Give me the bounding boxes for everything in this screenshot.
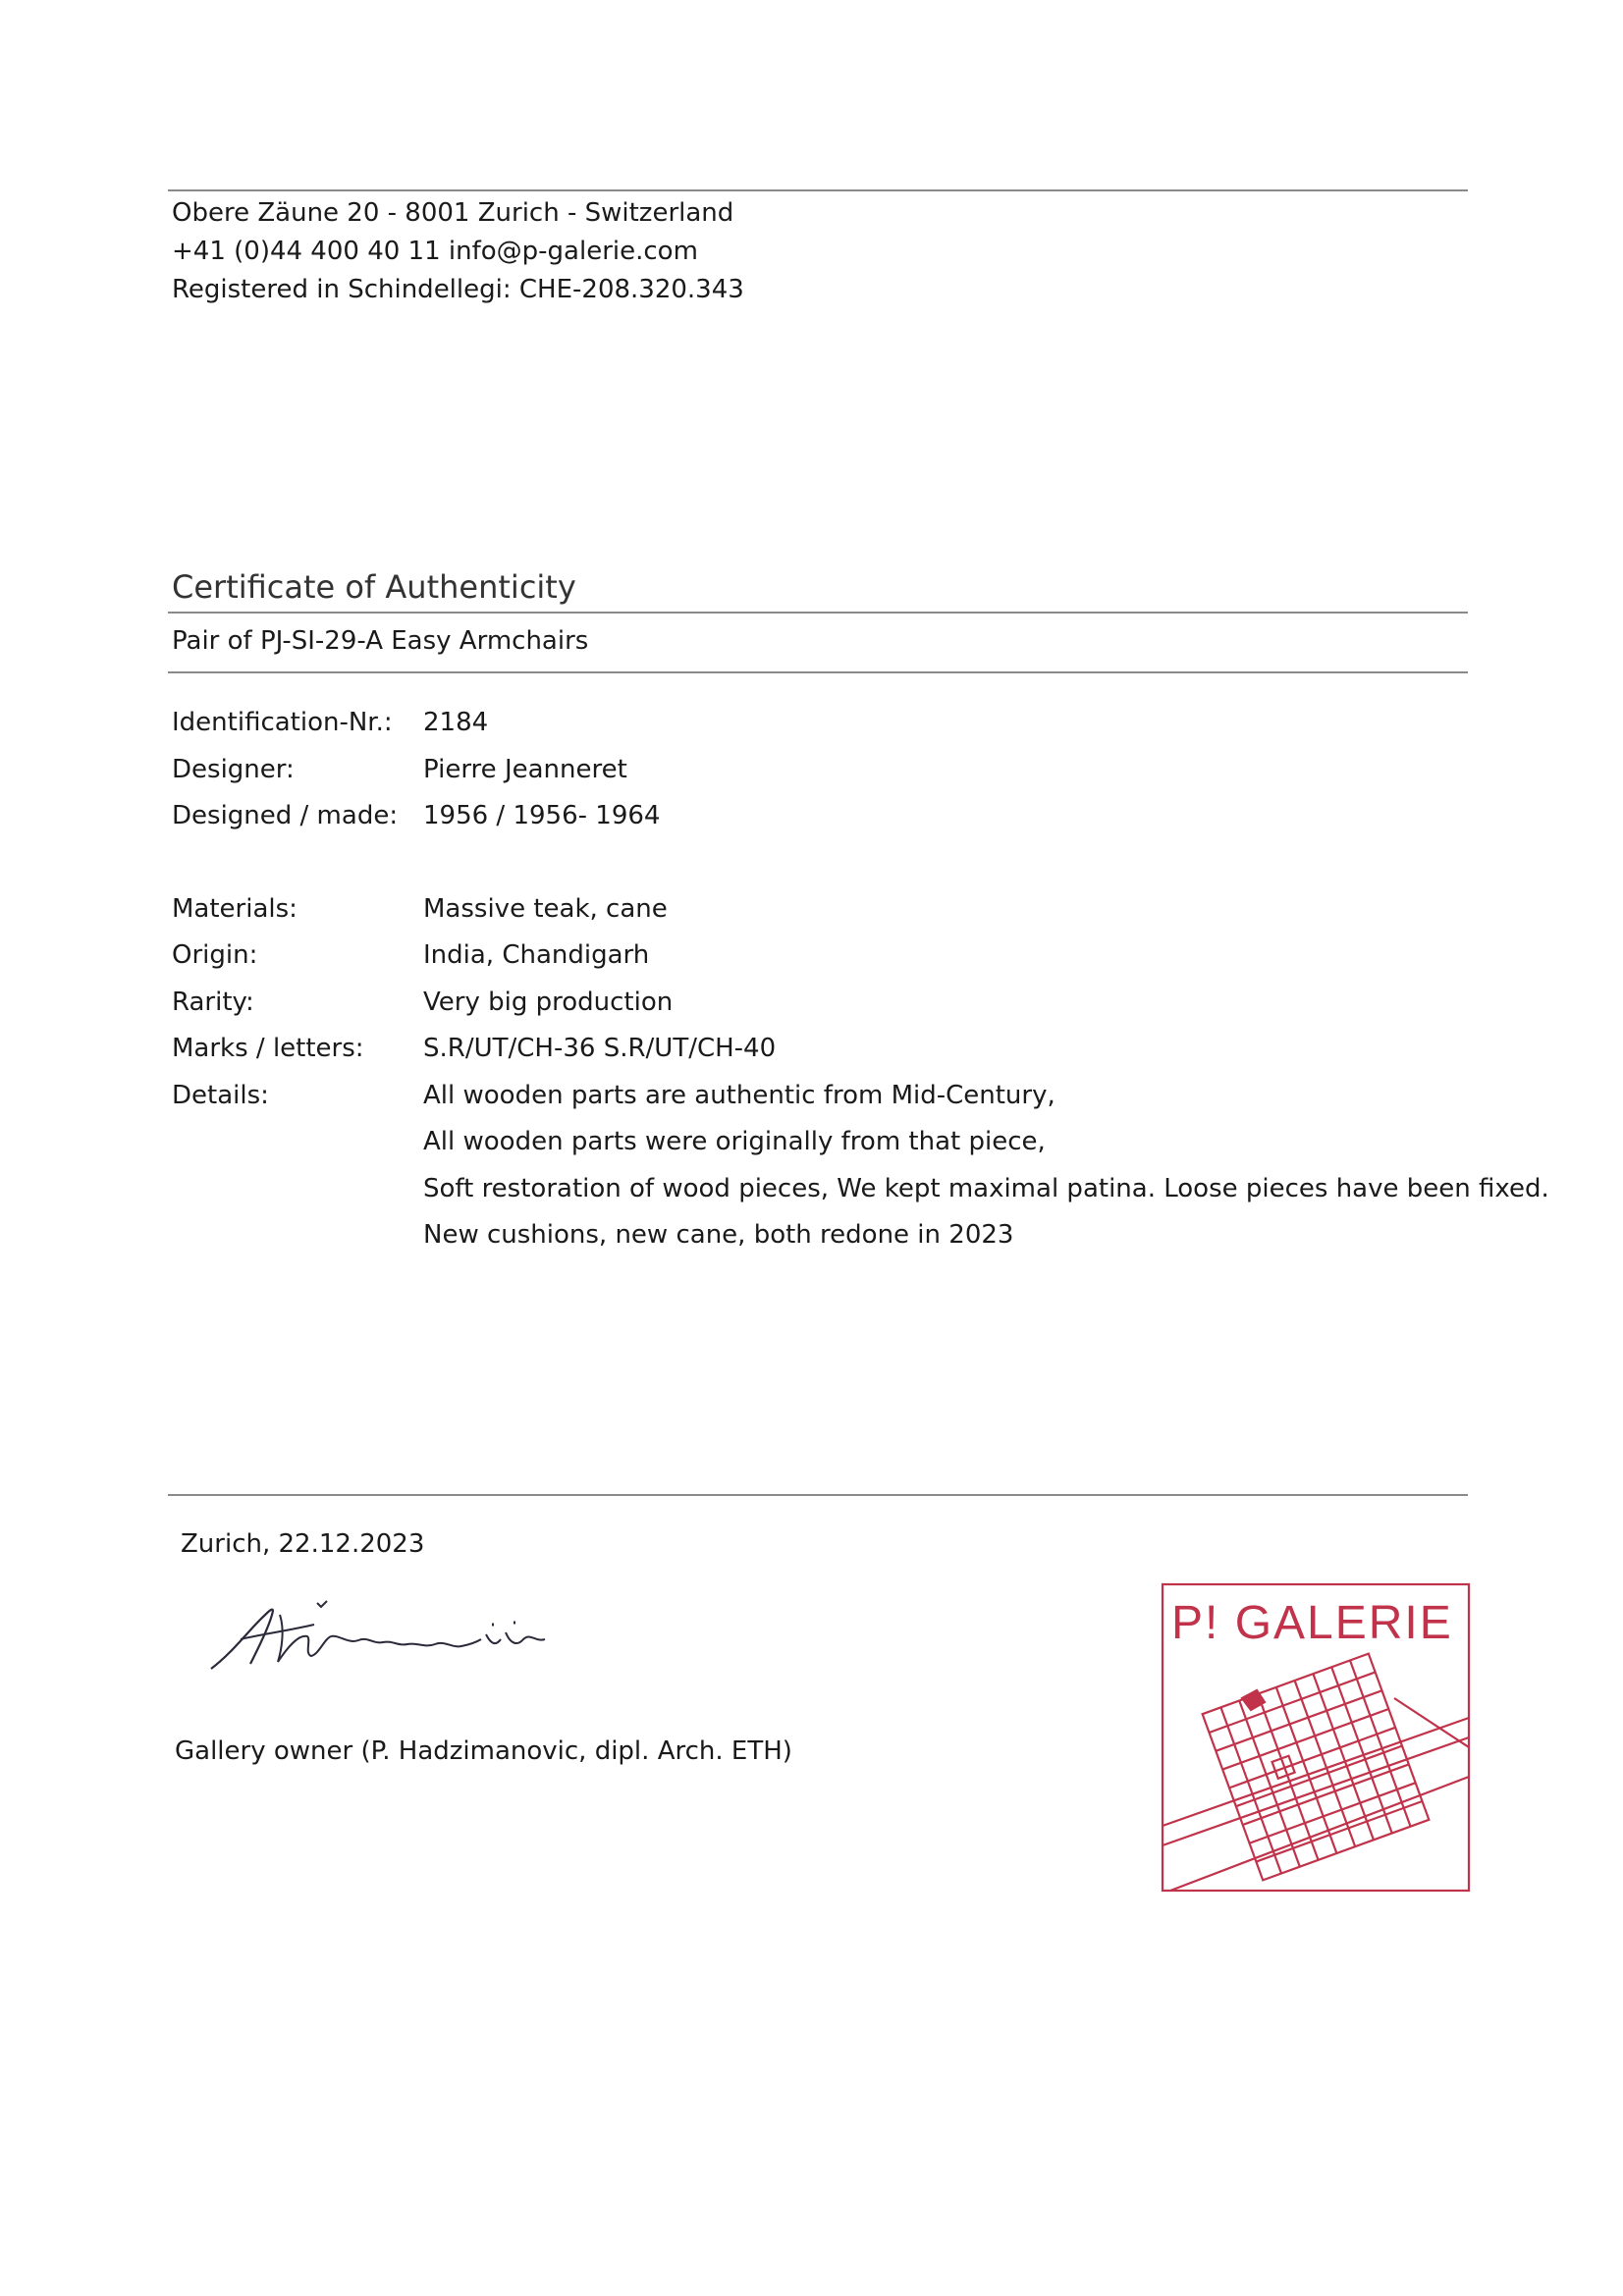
signature-image xyxy=(201,1585,594,1683)
certificate-subtitle: Pair of PJ-SI-29-A Easy Armchairs xyxy=(172,626,589,656)
gallery-address-block xyxy=(172,194,744,309)
certificate-title: Certificate of Authenticity xyxy=(172,568,576,606)
stamp-logo-text: P! GALERIE xyxy=(1171,1597,1453,1649)
details-line: New cushions, new cane, both redone in 2023 xyxy=(423,1220,1014,1250)
field-label: Designer: xyxy=(172,754,295,784)
header-rule xyxy=(168,189,1468,191)
field-value: India, Chandigarh xyxy=(423,940,650,970)
field-value: Massive teak, cane xyxy=(423,893,668,924)
field-value: Pierre Jeanneret xyxy=(423,754,627,784)
field-label: Materials: xyxy=(172,893,298,924)
field-value: 1956 / 1956- 1964 xyxy=(423,801,661,830)
details-lines xyxy=(423,1078,1549,1264)
field-label: Identification-Nr.: xyxy=(172,708,393,737)
field-label: Origin: xyxy=(172,940,258,970)
details-line: All wooden parts are authentic from Mid-Century, xyxy=(423,1080,1055,1110)
details-line: Soft restoration of wood pieces, We kept maximal patina. Loose pieces have been fixed. xyxy=(423,1173,1549,1203)
title-rule xyxy=(168,612,1468,614)
gallery-registration: Registered in Schindellegi: CHE-208.320.343 xyxy=(172,275,744,304)
field-label: Details: xyxy=(172,1080,269,1110)
subtitle-rule xyxy=(168,671,1468,673)
field-value: S.R/UT/CH-36 S.R/UT/CH-40 xyxy=(423,1034,777,1063)
gallery-contact: +41 (0)44 400 40 11 info@p-galerie.com xyxy=(172,237,698,266)
field-value: Very big production xyxy=(423,987,674,1017)
place-date: Zurich, 22.12.2023 xyxy=(181,1529,425,1559)
field-label: Marks / letters: xyxy=(172,1034,364,1063)
details-line: All wooden parts were originally from that piece, xyxy=(423,1127,1046,1156)
footer-rule xyxy=(168,1494,1468,1496)
field-label: Designed / made: xyxy=(172,801,399,830)
gallery-address: Obere Zäune 20 - 8001 Zurich - Switzerland xyxy=(172,198,734,228)
field-label: Rarity: xyxy=(172,987,254,1017)
gallery-owner: Gallery owner (P. Hadzimanovic, dipl. Arch. ETH) xyxy=(175,1736,792,1766)
field-value: 2184 xyxy=(423,708,489,737)
